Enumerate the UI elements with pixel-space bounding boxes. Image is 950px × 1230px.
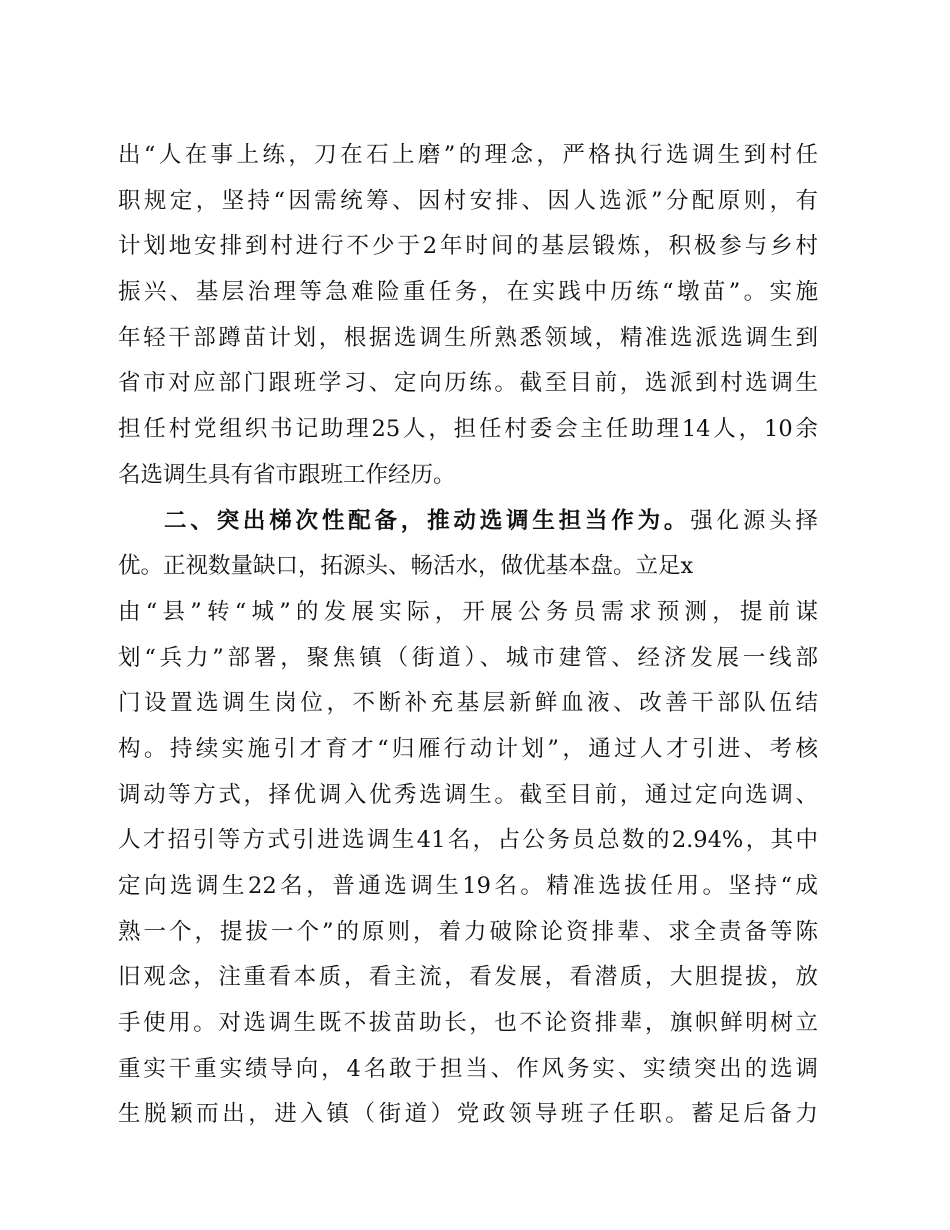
paragraph-line: 振兴、基层治理等急难险重任务，在实践中历练“墩苗”。实施 — [118, 279, 818, 306]
paragraph-line: 生脱颖而出，进入镇（街道）党政领导班子任职。蓄足后备力 — [118, 1101, 818, 1128]
section-heading-tail: 强化源头择 — [690, 507, 818, 534]
paragraph-line: 担任村党组织书记助理25人，担任村委会主任助理14人，10余 — [118, 416, 818, 443]
paragraph-line: 旧观念，注重看本质，看主流，看发展，看潜质，大胆提拔，放 — [118, 964, 818, 991]
paragraph-line: 计划地安排到村进行不少于2年时间的基层锻炼，积极参与乡村 — [118, 233, 818, 260]
paragraph-line: 年轻干部蹲苗计划，根据选调生所熟悉领域，精准选派选调生到 — [118, 324, 818, 351]
paragraph-line: 名选调生具有省市跟班工作经历。 — [118, 461, 456, 488]
paragraph-line: 省市对应部门跟班学习、定向历练。截至目前，选派到村选调生 — [118, 370, 818, 397]
paragraph-line: 划“兵力”部署，聚焦镇（街道）、城市建管、经济发展一线部 — [118, 644, 818, 671]
paragraph-line: 出“人在事上练，刀在石上磨”的理念，严格执行选调生到村任 — [118, 142, 818, 168]
paragraph-line: 由“县”转“城”的发展实际，开展公务员需求预测，提前谋 — [118, 598, 818, 625]
paragraph-line: 熟一个，提拔一个”的原则，着力破除论资排辈、求全责备等陈 — [118, 918, 818, 945]
paragraph-line: 职规定，坚持“因需统筹、因村安排、因人选派”分配原则，有 — [118, 187, 818, 214]
paragraph-line: 调动等方式，择优调入优秀选调生。截至目前，通过定向选调、 — [118, 781, 818, 808]
body-text — [118, 133, 818, 1138]
paragraph-line: 门设置选调生岗位，不断补充基层新鲜血液、改善干部队伍结 — [118, 690, 818, 717]
section-heading: 二、突出梯次性配备，推动选调生担当作为。 — [164, 507, 691, 534]
paragraph-line: 构。持续实施引才育才“归雁行动计划”，通过人才引进、考核 — [118, 735, 818, 762]
paragraph-line: 手使用。对选调生既不拔苗助长，也不论资排辈，旗帜鲜明树立 — [118, 1010, 818, 1037]
paragraph-line: 人才招引等方式引进选调生41名，占公务员总数的2.94%，其中 — [118, 827, 818, 854]
paragraph-line: 优。正视数量缺口，拓源头、畅活水，做优基本盘。立足x — [118, 553, 694, 580]
paragraph-line: 定向选调生22名，普通选调生19名。精准选拔任用。坚持“成 — [118, 873, 818, 899]
section-heading-line — [118, 499, 818, 545]
paragraph-line: 重实干重实绩导向，4名敢于担当、作风务实、实绩突出的选调 — [118, 1055, 818, 1082]
